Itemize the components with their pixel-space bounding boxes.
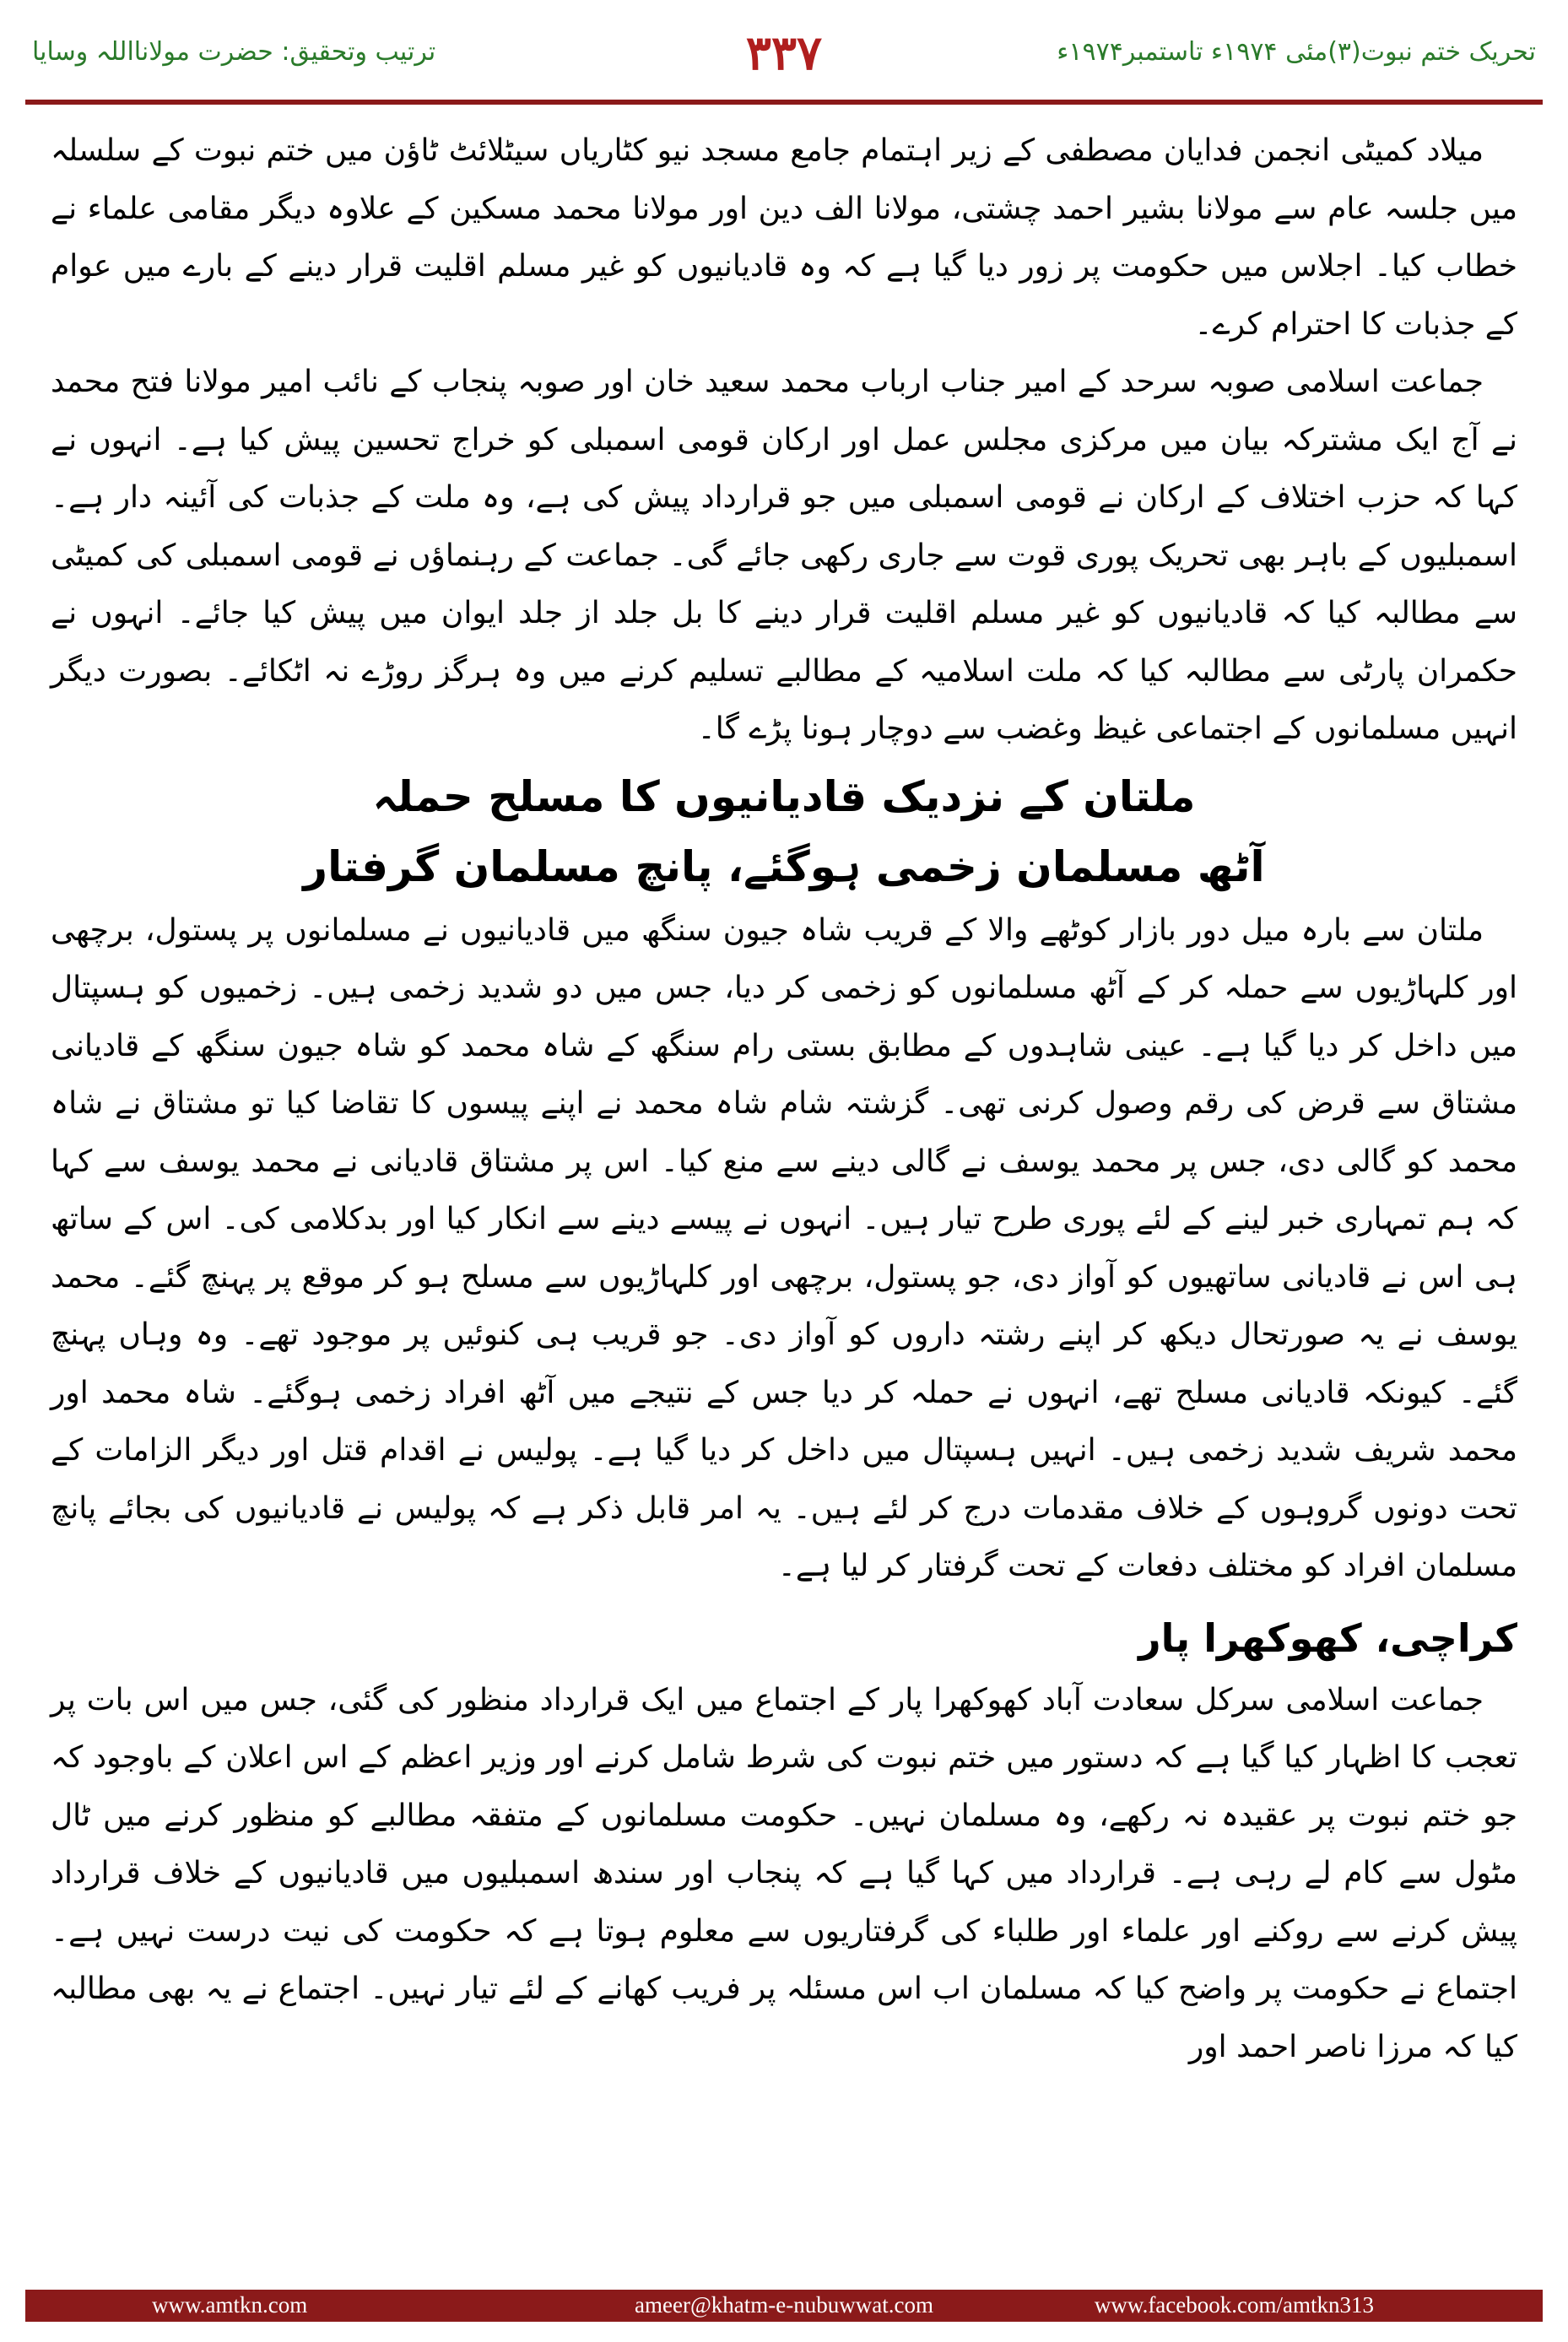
facebook-link[interactable]: www.facebook.com/amtkn313 bbox=[1094, 2292, 1374, 2318]
paragraph-1: میلاد کمیٹی انجمن فدایان مصطفی کے زیر اہتمام جامع مسجد نیو کٹاریاں سیٹلائٹ ٹاؤن میں ختم نبوت کے سلسلہ میں جلسہ عام سے مولانا بشیر احمد چشتی، مولانا الف دین اور مولانا محمد مسکین کے علاوہ دیگر مقامی علماء نے خطاب کیا۔ اجلاس میں حکومت پر زور دیا گیا ہے کہ وہ قادیانیوں کو غیر مسلم اقلیت قرار دینے کے بارے میں عوام کے جذبات کا احترام کرے۔ bbox=[51, 133, 1517, 342]
page-number: ۳۳۷ bbox=[745, 25, 823, 81]
page-body bbox=[51, 122, 1517, 2274]
paragraph-3: ملتان سے بارہ میل دور بازار کوٹھے والا کے قریب شاہ جیون سنگھ میں قادیانیوں نے مسلمانوں پر پستول، برچھی اور کلہاڑیوں سے حملہ کر کے آٹھ مسلمانوں کو زخمی کر دیا، جس میں دو شدید زخمی ہیں۔ زخمیوں کو ہسپتال میں داخل کر دیا گیا ہے۔ عینی شاہدوں کے مطابق بستی رام سنگھ کے شاہ محمد کو شاہ جیون سنگھ کے قادیانی مشتاق سے قرض کی رقم وصول کرنی تھی۔ گزشتہ شام شاہ محمد نے اپنے پیسوں کا تقاضا کیا تو مشتاق نے شاہ محمد کو گالی دی، جس پر محمد یوسف نے گالی دینے سے منع کیا۔ اس پر مشتاق قادیانی نے محمد یوسف سے کہا کہ ہم تمہاری خبر لینے کے لئے پوری طرح تیار ہیں۔ انہوں نے پیسے دینے سے انکار کیا اور بدکلامی کی۔ اس کے ساتھ ہی اس نے قادیانی ساتھیوں کو آواز دی، جو پستول، برچھی اور کلہاڑیوں سے مسلح ہو کر موقع پر پہنچ گئے۔ محمد یوسف نے یہ صورتحال دیکھ کر اپنے رشتہ داروں کو آواز دی۔ جو قریب ہی کنوئیں پر موجود تھے۔ وہ وہاں پہنچ گئے۔ کیونکہ قادیانی مسلح تھے، انہوں نے حملہ کر دیا جس کے نتیجے میں آٹھ افراد زخمی ہوگئے۔ شاہ محمد اور محمد شریف شدید زخمی ہیں۔ انہیں ہسپتال میں داخل کر دیا گیا ہے۔ پولیس نے اقدام قتل اور دیگر الزامات کے تحت دونوں گروہوں کے خلاف مقدمات درج کر لئے ہیں۔ یہ امر قابل ذکر ہے کہ پولیس نے قادیانیوں کی بجائے پانچ مسلمان افراد کو مختلف دفعات کے تحت گرفتار کر لیا ہے۔ bbox=[51, 912, 1518, 1583]
page-header bbox=[0, 25, 1568, 93]
website-link[interactable]: www.amtkn.com bbox=[152, 2292, 308, 2318]
paragraph-2: جماعت اسلامی صوبہ سرحد کے امیر جناب ارباب محمد سعید خان اور صوبہ پنجاب کے نائب امیر مولانا فتح محمد نے آج ایک مشترکہ بیان میں مرکزی مجلس عمل اور ارکان قومی اسمبلی کو خراج تحسین پیش کیا ہے۔ انہوں نے کہا کہ حزب اختلاف کے ارکان نے قومی اسمبلی میں جو قرارداد پیش کی ہے، وہ ملت کے جذبات کی آئینہ دار ہے۔ اسمبلیوں کے باہر بھی تحریک پوری قوت سے جاری رکھی جائے گی۔ جماعت کے رہنماؤں نے قومی اسمبلی کی کمیٹی سے مطالبہ کیا کہ قادیانیوں کو غیر مسلم اقلیت قرار دینے کا بل جلد از جلد ایوان میں پیش کیا جائے۔ انہوں نے حکمران پارٹی سے مطالبہ کیا کہ ملت اسلامیہ کے مطالبے تسلیم کرنے میں وہ ہرگز روڑے نہ اٹکائے۔ بصورت دیگر انہیں مسلمانوں کے اجتماعی غیظ وغضب سے دوچار ہونا پڑے گا۔ bbox=[51, 365, 1517, 746]
header-rule bbox=[25, 100, 1543, 105]
location-heading: کراچی، کھوکھرا پار bbox=[1138, 1615, 1517, 1661]
section-subheading: آٹھ مسلمان زخمی ہوگئے، پانچ مسلمان گرفتار bbox=[303, 841, 1265, 891]
book-title: تحریک ختم نبوت(۳)مئی ۱۹۷۴ء تاستمبر۱۹۷۴ء bbox=[1057, 37, 1536, 67]
email-link[interactable]: ameer@khatm-e-nubuwwat.com bbox=[635, 2292, 933, 2318]
section-heading: ملتان کے نزدیک قادیانیوں کا مسلح حملہ bbox=[372, 771, 1196, 821]
compiler-credit: ترتیب وتحقیق: حضرت مولانااللہ وسایا bbox=[32, 37, 436, 67]
paragraph-4: جماعت اسلامی سرکل سعادت آباد کھوکھرا پار کے اجتماع میں ایک قرارداد منظور کی گئی، جس میں اس بات پر تعجب کا اظہار کیا گیا ہے کہ دستور میں ختم نبوت کی شرط شامل کرنے اور وزیر اعظم کے اس اعلان کے باوجود کہ جو ختم نبوت پر عقیدہ نہ رکھے، وہ مسلمان نہیں۔ حکومت مسلمانوں کے متفقہ مطالبے کو منظور کرنے میں ٹال مٹول سے کام لے رہی ہے۔ قرارداد میں کہا گیا ہے کہ پنجاب اور سندھ اسمبلیوں میں قادیانیوں کے خلاف قرارداد پیش کرنے سے روکنے اور علماء اور طلباء کی گرفتاریوں سے معلوم ہوتا ہے کہ حکومت کی نیت درست نہیں ہے۔ اجتماع نے حکومت پر واضح کیا کہ مسلمان اب اس مسئلہ پر فریب کھانے کے لئے تیار نہیں۔ اجتماع نے یہ بھی مطالبہ کیا کہ مرزا ناصر احمد اور bbox=[51, 1682, 1517, 2064]
footer-bar bbox=[25, 2290, 1543, 2322]
